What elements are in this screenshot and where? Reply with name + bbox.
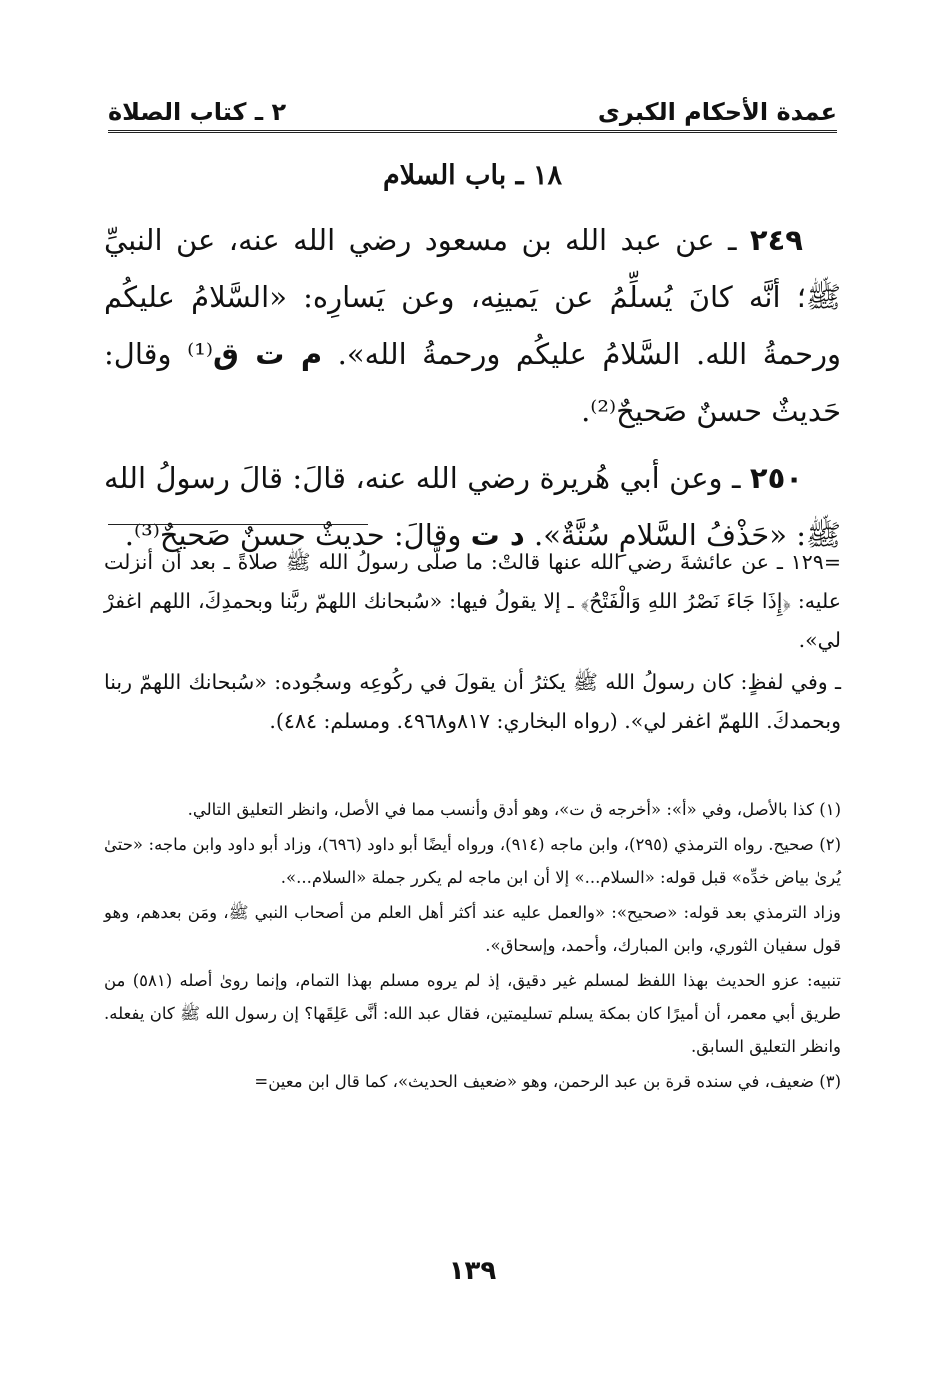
footnote-2-addition: وزاد الترمذي بعد قوله: «صحيح»: «والعمل عليه عند أكثر أهل العلم من أصحاب النبي ﷺ، ومَن بعدهم، وهو قول سفيان الثوري، وابن المبارك، وأحمد، وإسحاق». <box>104 903 841 955</box>
page-number: ١٣٩ <box>448 1256 497 1286</box>
hadith-grading: وقالَ: حديثٌ حسنٌ صَحيحٌ⁽³⁾. <box>124 518 471 552</box>
note-paragraph: =١٢٩ ـ عن عائشةَ رضي الله عنها قالتْ: ما صلَّى رسولُ الله ﷺ صلاةً ـ بعد أن أنزلت عليه: ﴿إِذَا جَاءَ نَصْرُ اللهِ وَالْفَتْحُ﴾ ـ إلا يقولُ فيها: «سُبحانك اللهمّ ربَّنا وبحمدِكَ، اللهم اغفرْ لي». <box>104 550 841 652</box>
source-symbols: م ت ق <box>212 337 323 371</box>
book-title: عمدة الأحكام الكبرى <box>597 98 837 126</box>
running-header <box>108 82 837 133</box>
hadith-text: ـ وعن أبي هُريرة رضي الله عنه، قالَ: قالَ رسولُ الله ﷺ: «حَذْفُ السَّلامِ سُنَّةٌ». <box>104 461 841 552</box>
footnote-divider <box>108 524 368 525</box>
footnote-1: (١) كذا بالأصل، وفي «أ»: «أخرجه ق ت»، وهو أدق وأنسب مما في الأصل، وانظر التعليق التالي. <box>187 800 841 819</box>
source-symbols: د ت <box>470 518 525 552</box>
hadith-number: ٢٤٩ <box>749 223 803 257</box>
footnote-2: (٢) صحيح. رواه الترمذي (٢٩٥)، وابن ماجه (٩١٤)، ورواه أيضًا أبو داود (٦٩٦)، وزاد أبو داود وابن ماجه: «حتىٰ يُرىٰ بياض خدِّه» قبل قوله: «السلام...» إلا أن ابن ماجه لم يكرر جملة «السلام...». <box>104 835 841 887</box>
note-paragraph: ـ وفي لفظٍ: كان رسولُ الله ﷺ يكثرُ أن يقولَ في ركُوعِه وسجُوده: «سُبحانك اللهمّ ربنا وبحمدكَ. اللهمّ اغفر لي». (رواه البخاري: ٨١٧و٤٩٦٨. ومسلم: ٤٨٤). <box>104 670 841 733</box>
chapter-title: ١٨ ـ باب السلام <box>383 160 562 191</box>
hadith-grading: ⁽¹⁾ وقال: حَديثٌ حسنٌ صَحيحٌ⁽²⁾. <box>104 337 841 428</box>
footnote-3: (٣) ضعيف، في سنده قرة بن عبد الرحمن، وهو «ضعيف الحديث»، كما قال ابن معين= <box>254 1072 841 1091</box>
hadith-249 <box>104 212 841 440</box>
hadith-text: ـ عن عبد الله بن مسعود رضي الله عنه، عن النبيِّ ﷺ؛ أنَّه كانَ يُسلِّمُ عن يَمينِه، وعن يَسارِه: «السَّلامُ عليكُم ورحمةُ الله. السَّلامُ عليكُم ورحمةُ الله». <box>104 223 842 371</box>
footnote-2-warning: تنبيه: عزو الحديث بهذا اللفظ لمسلم غير دقيق، إذ لم يروه مسلم بهذا التمام، وإنما روىٰ أصله (٥٨١) من طريق أبي معمر، أن أميرًا كان بمكة يسلم تسليمتين، فقال عبد الله: أنَّى عَلِقَها؟ إن رسول الله ﷺ كان يفعله. وانظر التعليق السابق. <box>104 971 841 1056</box>
footnotes <box>104 793 841 1100</box>
hadith-number: ٢٥٠ <box>749 461 803 495</box>
main-text <box>104 212 841 574</box>
continued-notes <box>104 543 841 744</box>
section-title: ٢ ـ كتاب الصلاة <box>108 98 287 126</box>
